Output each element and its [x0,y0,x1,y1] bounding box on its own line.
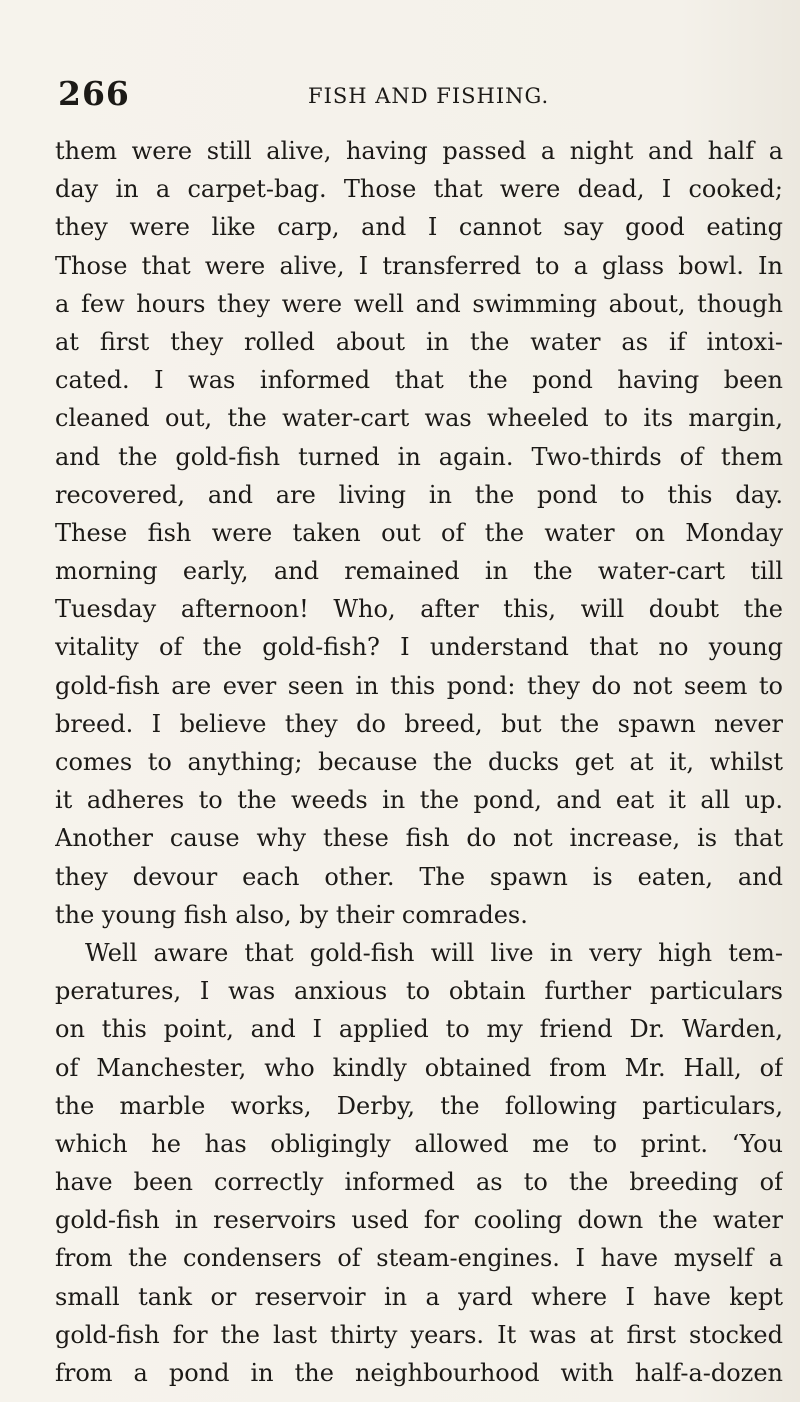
text-line: gold-fish in reservoirs used for cooling down the water [55,1206,783,1235]
text-line: These fish were taken out of the water on Monday [55,518,783,547]
text-line: peratures, I was anxious to obtain further particulars [55,977,783,1006]
text-line: gold-fish for the last thirty years. It was at first stocked [55,1320,783,1349]
body-text [55,132,783,1392]
text-line: have been correctly informed as to the breeding of [55,1168,783,1197]
text-line: morning early, and remained in the water-cart till [55,557,783,586]
text-line: at first they rolled about in the water as if intoxi- [55,327,783,356]
text-line: the young fish also, by their comrades. [55,900,528,929]
text-line: day in a carpet-bag. Those that were dead, I cooked; [55,175,783,204]
text-line: it adheres to the weeds in the pond, and eat it all up. [55,786,783,815]
text-line: they were like carp, and I cannot say good eating [55,213,783,242]
text-line: which he has obligingly allowed me to print. ‘You [55,1129,783,1158]
text-line: Another cause why these fish do not increase, is that [55,824,783,853]
page-number: 266 [58,74,130,113]
text-line: small tank or reservoir in a yard where I have kept [55,1282,783,1311]
text-line: Well aware that gold-fish will live in very high tem- [85,938,783,967]
text-line: cated. I was informed that the pond having been [55,366,783,395]
text-line: of Manchester, who kindly obtained from Mr. Hall, of [55,1053,783,1082]
running-head: FISH AND FISHING. [308,84,550,108]
text-line: from the condensers of steam-engines. I have myself a [55,1244,783,1273]
text-line: they devour each other. The spawn is eaten, and [55,862,783,891]
text-line: from a pond in the neighbourhood with half-a-dozen [55,1359,783,1387]
text-line: cleaned out, the water-cart was wheeled to its margin, [55,404,783,433]
text-line: Those that were alive, I transferred to a glass bowl. In [55,251,783,280]
text-line: on this point, and I applied to my friend Dr. Warden, [55,1015,783,1044]
page-header [58,74,758,114]
text-line: the marble works, Derby, the following particulars, [55,1091,783,1120]
text-line: and the gold-fish turned in again. Two-thirds of them [55,442,783,471]
text-line: breed. I believe they do breed, but the spawn never [55,709,783,738]
text-line: gold-fish are ever seen in this pond: they do not seem to [55,671,783,700]
text-line: vitality of the gold-fish? I understand that no young [55,633,783,662]
text-line: recovered, and are living in the pond to this day. [55,480,783,509]
text-line: a few hours they were well and swimming about, though [55,289,783,318]
text-line: comes to anything; because the ducks get at it, whilst [55,748,783,776]
text-line: Tuesday afternoon! Who, after this, will doubt the [55,595,783,624]
text-line: them were still alive, having passed a night and half a [55,137,783,165]
